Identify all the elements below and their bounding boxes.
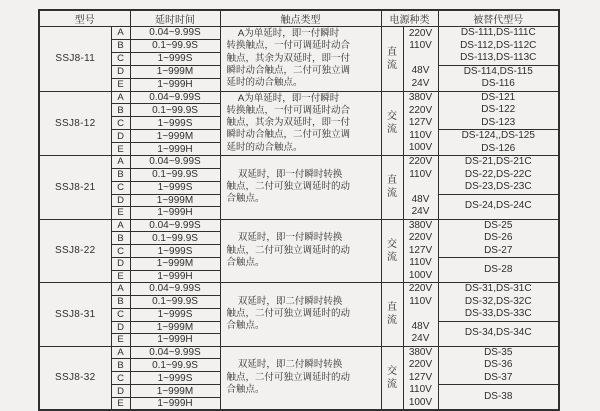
contact-type-cell [220, 91, 381, 156]
variant-letter-cell: D [111, 194, 130, 207]
replaced-models-cell [438, 219, 559, 258]
text-line: DS-37 [484, 371, 513, 383]
model-cell: SSJ8-11 [39, 27, 111, 92]
power-kind-cell [381, 219, 403, 283]
text-line: DS-111,DS-111C [460, 27, 536, 38]
text-line [404, 181, 438, 194]
text-line: 合触点。 [226, 383, 265, 395]
text-line: 交 [387, 238, 397, 250]
text-line: 双延时，即二付瞬时转换 [237, 359, 343, 371]
variant-letter-cell: D [111, 258, 130, 271]
text-line: DS-112,DS-112C [460, 39, 537, 51]
delay-time-cell: 1~999S [130, 245, 220, 258]
text-line: 转换触点，一付可调延时动合 [226, 40, 351, 52]
delay-time-cell: 1~999H [130, 334, 220, 347]
delay-time-cell: 0.1~99.9S [130, 232, 220, 245]
delay-time-cell: 0.04~9.99S [130, 219, 220, 232]
text-line: 110V [409, 40, 432, 51]
text-line: 流 [387, 59, 397, 71]
delay-time-cell: 0.04~9.99S [130, 283, 220, 296]
spec-table [38, 9, 560, 411]
delay-time-cell: 1~999M [130, 130, 220, 143]
text-line: 24V [411, 333, 430, 344]
text-line: DS-26 [484, 232, 513, 243]
model-cell: SSJ8-31 [39, 283, 111, 347]
replaced-models-cell [438, 258, 559, 283]
delay-time-cell: 1~999M [130, 385, 220, 398]
delay-time-cell: 1~999M [130, 65, 220, 78]
variant-letter-cell: C [111, 308, 130, 321]
delay-time-cell: 1~999H [130, 270, 220, 283]
delay-time-cell: 0.1~99.9S [130, 295, 220, 308]
header-row [39, 10, 559, 27]
text-line: 110V [409, 295, 432, 307]
text-line: 触点，二付可独立调延时的动 [226, 181, 351, 193]
variant-letter-cell: C [111, 181, 130, 194]
variant-letter-cell: C [111, 245, 130, 258]
variant-letter-cell: C [111, 117, 130, 130]
text-line: 触点，其余为双延时，即一付 [226, 117, 351, 129]
variant-letter-cell: E [111, 270, 130, 283]
delay-time-cell: 1~999H [130, 398, 220, 411]
text-line: 流 [387, 188, 397, 200]
delay-time-cell: 0.04~9.99S [130, 91, 220, 104]
text-line: DS-27 [484, 244, 513, 256]
delay-time-cell: 0.1~99.9S [130, 168, 220, 181]
delay-time-cell: 1~999M [130, 194, 220, 207]
variant-letter-cell: A [111, 27, 130, 40]
variant-letter-cell: B [111, 104, 130, 117]
variant-letter-cell: D [111, 65, 130, 78]
power-kind-cell [381, 156, 403, 220]
variant-letter-cell: E [111, 207, 130, 220]
power-kind-cell [381, 91, 403, 156]
text-line: 触点，其余为双延时，即一付 [226, 52, 351, 64]
delay-time-cell: 1~999S [130, 52, 220, 65]
text-line: DS-22,DS-22C [464, 168, 532, 180]
table-row [39, 91, 559, 104]
col-header-power-kind: 电源种类 [381, 10, 438, 27]
text-line: 直 [387, 46, 397, 58]
text-line: 交 [387, 365, 397, 377]
text-line: 合触点。 [226, 320, 265, 332]
text-line: DS-31,DS-31C [464, 283, 532, 294]
delay-time-cell: 1~999M [130, 258, 220, 271]
text-line: 127V [408, 117, 433, 128]
text-line: A为单延时，即一付瞬时 [237, 28, 340, 39]
text-line: 延时的动合触点。 [226, 141, 303, 153]
table-row [39, 219, 559, 232]
replaced-models-cell [438, 194, 559, 219]
text-line: 触点，二付可独立调延时的动 [226, 308, 351, 320]
text-line: 合触点。 [226, 193, 265, 205]
variant-letter-cell: A [111, 219, 130, 232]
text-line: 100V [408, 142, 433, 153]
text-line: 220V [408, 156, 433, 167]
text-line: 直 [387, 175, 397, 187]
replaced-models-cell [438, 130, 559, 156]
text-line: 110V [409, 168, 432, 180]
table-row [39, 156, 559, 169]
delay-time-cell: 0.1~99.9S [130, 39, 220, 52]
text-line: 110V [409, 129, 432, 141]
text-line: 220V [408, 283, 433, 294]
variant-letter-cell: A [111, 156, 130, 169]
contact-type-cell [220, 219, 381, 283]
voltage-cell [403, 283, 438, 347]
table-row [39, 283, 559, 296]
delay-time-cell: 1~999S [130, 181, 220, 194]
variant-letter-cell: B [111, 232, 130, 245]
text-line: 交 [387, 111, 397, 123]
text-line: 流 [387, 251, 397, 263]
text-line: DS-34,DS-34C [464, 327, 532, 339]
text-line: DS-121 [481, 91, 516, 103]
text-line: DS-24,DS-24C [464, 200, 532, 212]
voltage-cell [403, 91, 438, 156]
variant-letter-cell: C [111, 372, 130, 385]
text-line: DS-122 [481, 104, 516, 115]
col-header-model: 型号 [39, 10, 130, 27]
variant-letter-cell: D [111, 321, 130, 334]
voltage-cell [403, 346, 438, 410]
voltage-cell [403, 156, 438, 220]
contact-type-cell [220, 283, 381, 347]
delay-time-cell: 0.04~9.99S [130, 346, 220, 359]
text-line: DS-124,,DS-125 [461, 130, 535, 141]
delay-time-cell: 1~999M [130, 321, 220, 334]
variant-letter-cell: A [111, 91, 130, 104]
text-line [404, 53, 438, 66]
model-cell: SSJ8-32 [39, 346, 111, 410]
text-line: DS-28 [484, 263, 513, 275]
text-line: 48V [411, 193, 430, 205]
delay-time-cell: 1~999S [130, 372, 220, 385]
col-header-contact-type: 触点类型 [220, 10, 381, 27]
text-line: DS-33,DS-33C [464, 308, 532, 319]
text-line: 转换触点，一付可调延时动合 [226, 104, 351, 116]
text-line: DS-21,DS-21C [464, 156, 532, 167]
replaced-models-cell [438, 27, 559, 66]
text-line: 220V [408, 232, 433, 243]
model-cell: SSJ8-22 [39, 219, 111, 283]
text-line: DS-25 [484, 219, 513, 231]
variant-letter-cell: B [111, 39, 130, 52]
variant-letter-cell: C [111, 52, 130, 65]
variant-letter-cell: E [111, 143, 130, 156]
model-cell: SSJ8-12 [39, 91, 111, 156]
text-line: A为单延时，即一付瞬时 [237, 92, 340, 104]
text-line: 双延时，即一付瞬时转换 [237, 232, 343, 244]
text-line: DS-126 [481, 142, 516, 154]
text-line: 合触点。 [226, 256, 265, 268]
contact-type-cell [220, 346, 381, 410]
text-line: 100V [408, 269, 433, 281]
text-line: 直 [387, 302, 397, 314]
text-line: 100V [408, 396, 433, 408]
text-line: DS-36 [484, 359, 513, 370]
text-line: 220V [408, 27, 433, 39]
text-line: DS-23,DS-23C [464, 181, 532, 192]
voltage-cell [403, 219, 438, 283]
text-line: 380V [408, 346, 433, 358]
text-line: 流 [387, 315, 397, 327]
text-line: 110V [409, 257, 432, 268]
text-line: 流 [387, 378, 397, 390]
col-header-delay-time: 延时时间 [130, 10, 220, 27]
replaced-models-cell [438, 321, 559, 346]
delay-time-cell: 1~999H [130, 207, 220, 220]
delay-time-cell: 1~999H [130, 78, 220, 91]
text-line: 380V [408, 219, 433, 231]
variant-letter-cell: E [111, 78, 130, 91]
contact-type-cell [220, 27, 381, 92]
contact-type-cell [220, 156, 381, 220]
variant-letter-cell: B [111, 168, 130, 181]
variant-letter-cell: E [111, 334, 130, 347]
variant-letter-cell: D [111, 130, 130, 143]
text-line: 触点，二付可独立调延时的动 [226, 244, 351, 256]
delay-time-cell: 0.04~9.99S [130, 156, 220, 169]
text-line: 延时的动合触点。 [226, 77, 303, 89]
text-line: DS-114,DS-115 [463, 65, 533, 77]
text-line: 48V [411, 320, 430, 332]
text-line: 220V [408, 359, 433, 370]
power-kind-cell [381, 27, 403, 92]
text-line [404, 308, 438, 321]
text-line: 127V [408, 371, 433, 383]
text-line: DS-123 [481, 116, 516, 128]
text-line: DS-113,DS-113C [460, 52, 537, 63]
variant-letter-cell: B [111, 359, 130, 372]
text-line: 24V [411, 206, 430, 217]
model-cell: SSJ8-21 [39, 156, 111, 220]
text-line: 双延时，即二付瞬时转换 [237, 295, 343, 307]
delay-time-cell: 0.1~99.9S [130, 359, 220, 372]
replaced-models-cell [438, 346, 559, 385]
delay-time-cell: 0.04~9.99S [130, 27, 220, 40]
col-header-replaced-model: 被替代型号 [438, 10, 559, 27]
delay-time-cell: 1~999H [130, 143, 220, 156]
text-line: 触点，二付可独立调延时的动 [226, 371, 351, 383]
text-line: 双延时，即一付瞬时转换 [237, 168, 343, 180]
text-line: DS-38 [484, 390, 513, 402]
replaced-models-cell [438, 156, 559, 195]
table-row [39, 27, 559, 40]
text-line: 127V [408, 244, 433, 256]
text-line: 流 [387, 124, 397, 136]
delay-time-cell: 1~999S [130, 308, 220, 321]
voltage-cell [403, 27, 438, 92]
text-line: 瞬时动合触点，二付可独立调 [226, 64, 351, 76]
text-line: 220V [408, 104, 433, 116]
text-line: 48V [411, 65, 430, 76]
replaced-models-cell [438, 385, 559, 411]
text-line: 瞬时动合触点，二付可独立调 [226, 129, 351, 141]
delay-time-cell: 1~999S [130, 117, 220, 130]
text-line: DS-35 [484, 346, 513, 358]
power-kind-cell [381, 346, 403, 410]
delay-time-cell: 0.1~99.9S [130, 104, 220, 117]
replaced-models-cell [438, 91, 559, 130]
power-kind-cell [381, 283, 403, 347]
variant-letter-cell: A [111, 283, 130, 296]
text-line: 110V [409, 384, 432, 395]
replaced-models-cell [438, 65, 559, 91]
text-line: 380V [408, 92, 433, 103]
table-row [39, 346, 559, 359]
text-line: 24V [411, 77, 430, 89]
variant-letter-cell: B [111, 295, 130, 308]
text-line: DS-32,DS-32C [464, 295, 532, 307]
variant-letter-cell: E [111, 398, 130, 411]
text-line: DS-116 [481, 78, 515, 89]
variant-letter-cell: D [111, 385, 130, 398]
variant-letter-cell: A [111, 346, 130, 359]
replaced-models-cell [438, 283, 559, 322]
